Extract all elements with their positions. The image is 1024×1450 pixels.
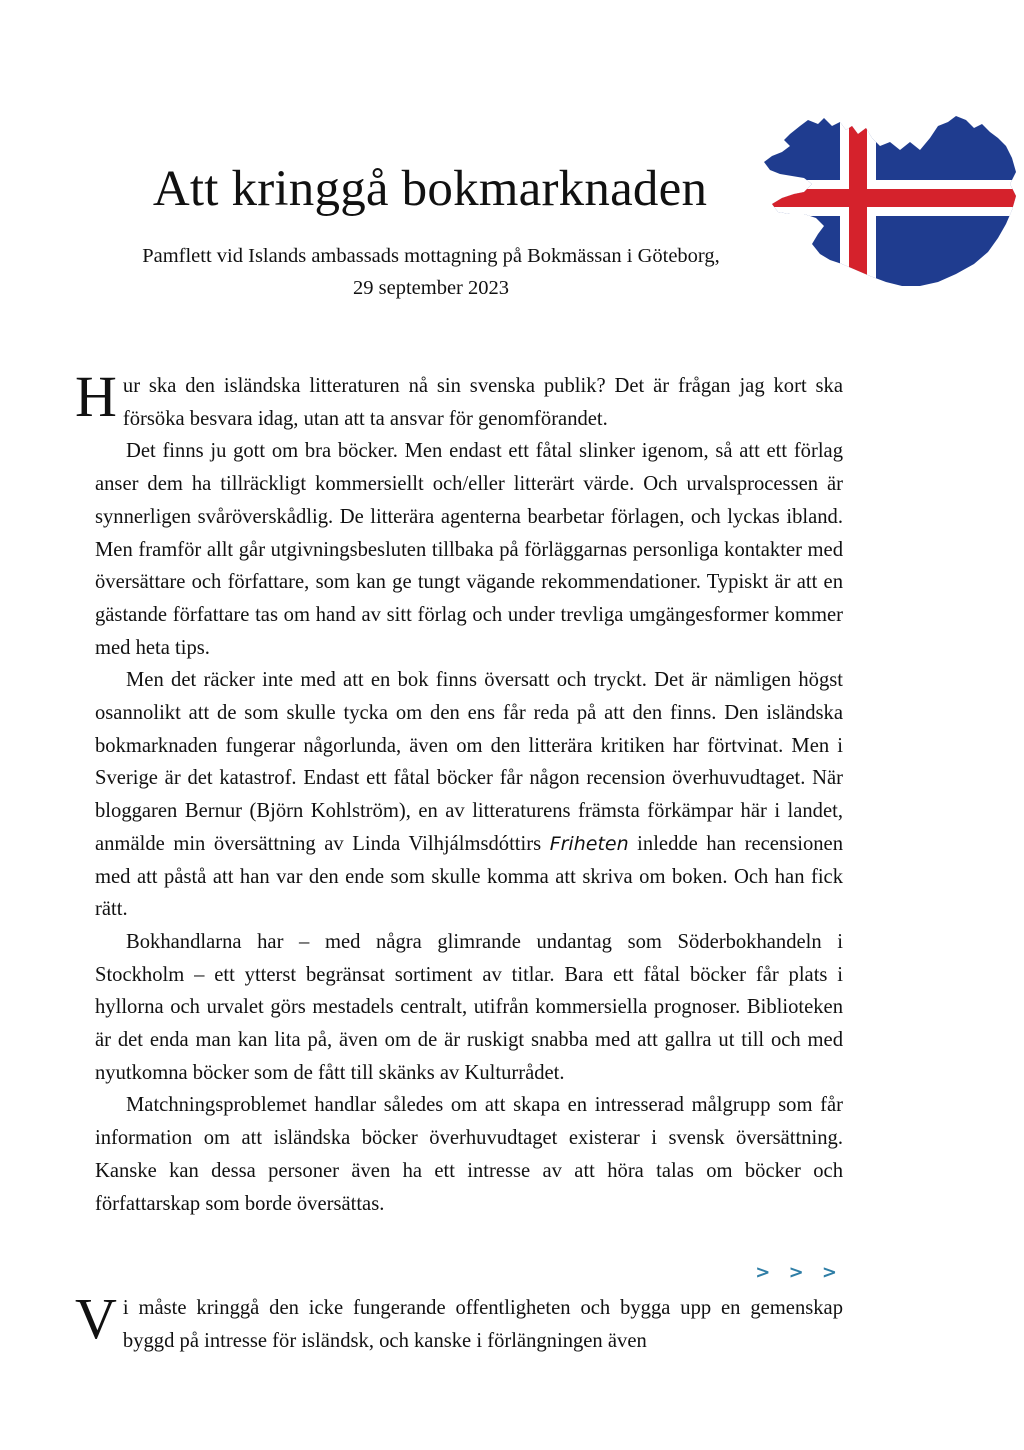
iceland-flag-map <box>760 112 1018 288</box>
paragraph-6 <box>75 1286 843 1358</box>
paragraph-1-text: ur ska den isländska litteraturen nå sin svenska publik? Det är frågan jag kort ska försöka besvara idag, utan att ta ansvar för genomförandet. <box>122 375 843 430</box>
paragraph-3-text-before: Men det räcker inte med att en bok finns översatt och tryckt. Det är nämligen högst osannolikt att de som skulle tycka om den ens får reda på att den finns. Den isländska bokmarknaden fungerar någorlunda, även om den litterära kritiken har förtvinat. Men i Sverige är det katastrof. Endast ett fåtal böcker får någon recension överhuvudtaget. När bloggaren Bernur (Björn Kohlström), en av litteraturens främsta förkämpar här i landet, anmälde min översättning av Linda Vilhjálmsdóttirs <box>95 669 843 855</box>
page-subtitle <box>90 240 772 304</box>
flag-cross-red-horizontal <box>760 189 1018 207</box>
paragraph-6-text: i måste kringgå den icke fungerande offentligheten och bygga upp en gemenskap byggd på intresse för isländsk, och kanske i förlängningen även <box>122 1297 843 1352</box>
drop-cap: V <box>75 1286 117 1351</box>
drop-cap: H <box>75 364 117 429</box>
paragraph-3 <box>95 664 843 926</box>
paragraph-3-text-after: inledde han recensionen med att påstå att han var den ende som skulle komma att skriva om boken. Och han fick rätt. <box>95 832 843 921</box>
section-divider: > > > <box>755 1262 843 1283</box>
subtitle-date: 29 september 2023 <box>353 277 509 299</box>
article-body <box>75 364 843 1220</box>
book-title: Friheten <box>549 832 629 855</box>
paragraph-5: Matchningsproblemet handlar således om att skapa en intresserad målgrupp som får information om att isländska böcker överhuvudtaget existerar i svensk översättning. Kanske kan dessa personer även ha ett intresse av att höra talas om böcker och författarskap som borde översättas. <box>95 1094 843 1215</box>
paragraph-2: Det finns ju gott om bra böcker. Men endast ett fåtal slinker igenom, så att ett förlag anser dem ha tillräckligt kommersiellt och/eller litterärt värde. Och urvalsprocessen är synnerligen svåröverskådlig. De litterära agenterna bearbetar förlagen, och lyckas ibland. Men framför allt går utgivningsbesluten tillbaka på förläggarnas personliga kontakter med översättare och författare, som kan ge tungt vägande rekommendationer. Typiskt är att en gästande författare tas om hand av sitt förlag och under trevliga umgängesformer kommer med heta tips. <box>95 440 843 659</box>
subtitle-line-1: Pamflett vid Islands ambassads mottagning på Bokmässan i Göteborg, <box>142 245 720 267</box>
paragraph-1 <box>75 364 843 435</box>
page-title: Att kringgå bokmarknaden <box>152 161 708 217</box>
article-body-section-2 <box>75 1286 843 1358</box>
paragraph-4: Bokhandlarna har – med några glimrande undantag som Söderbokhandeln i Stockholm – ett ytterst begränsat sortiment av titlar. Bara ett fåtal böcker får plats i hyllorna och urvalet görs mestadels centralt, utifrån kommersiella prognoser. Biblioteken är det enda man kan lita på, även om de är ruskigt snabba med att gallra ut till och med nyutkomna böcker som de fått till skänks av Kulturrådet. <box>95 930 843 1084</box>
